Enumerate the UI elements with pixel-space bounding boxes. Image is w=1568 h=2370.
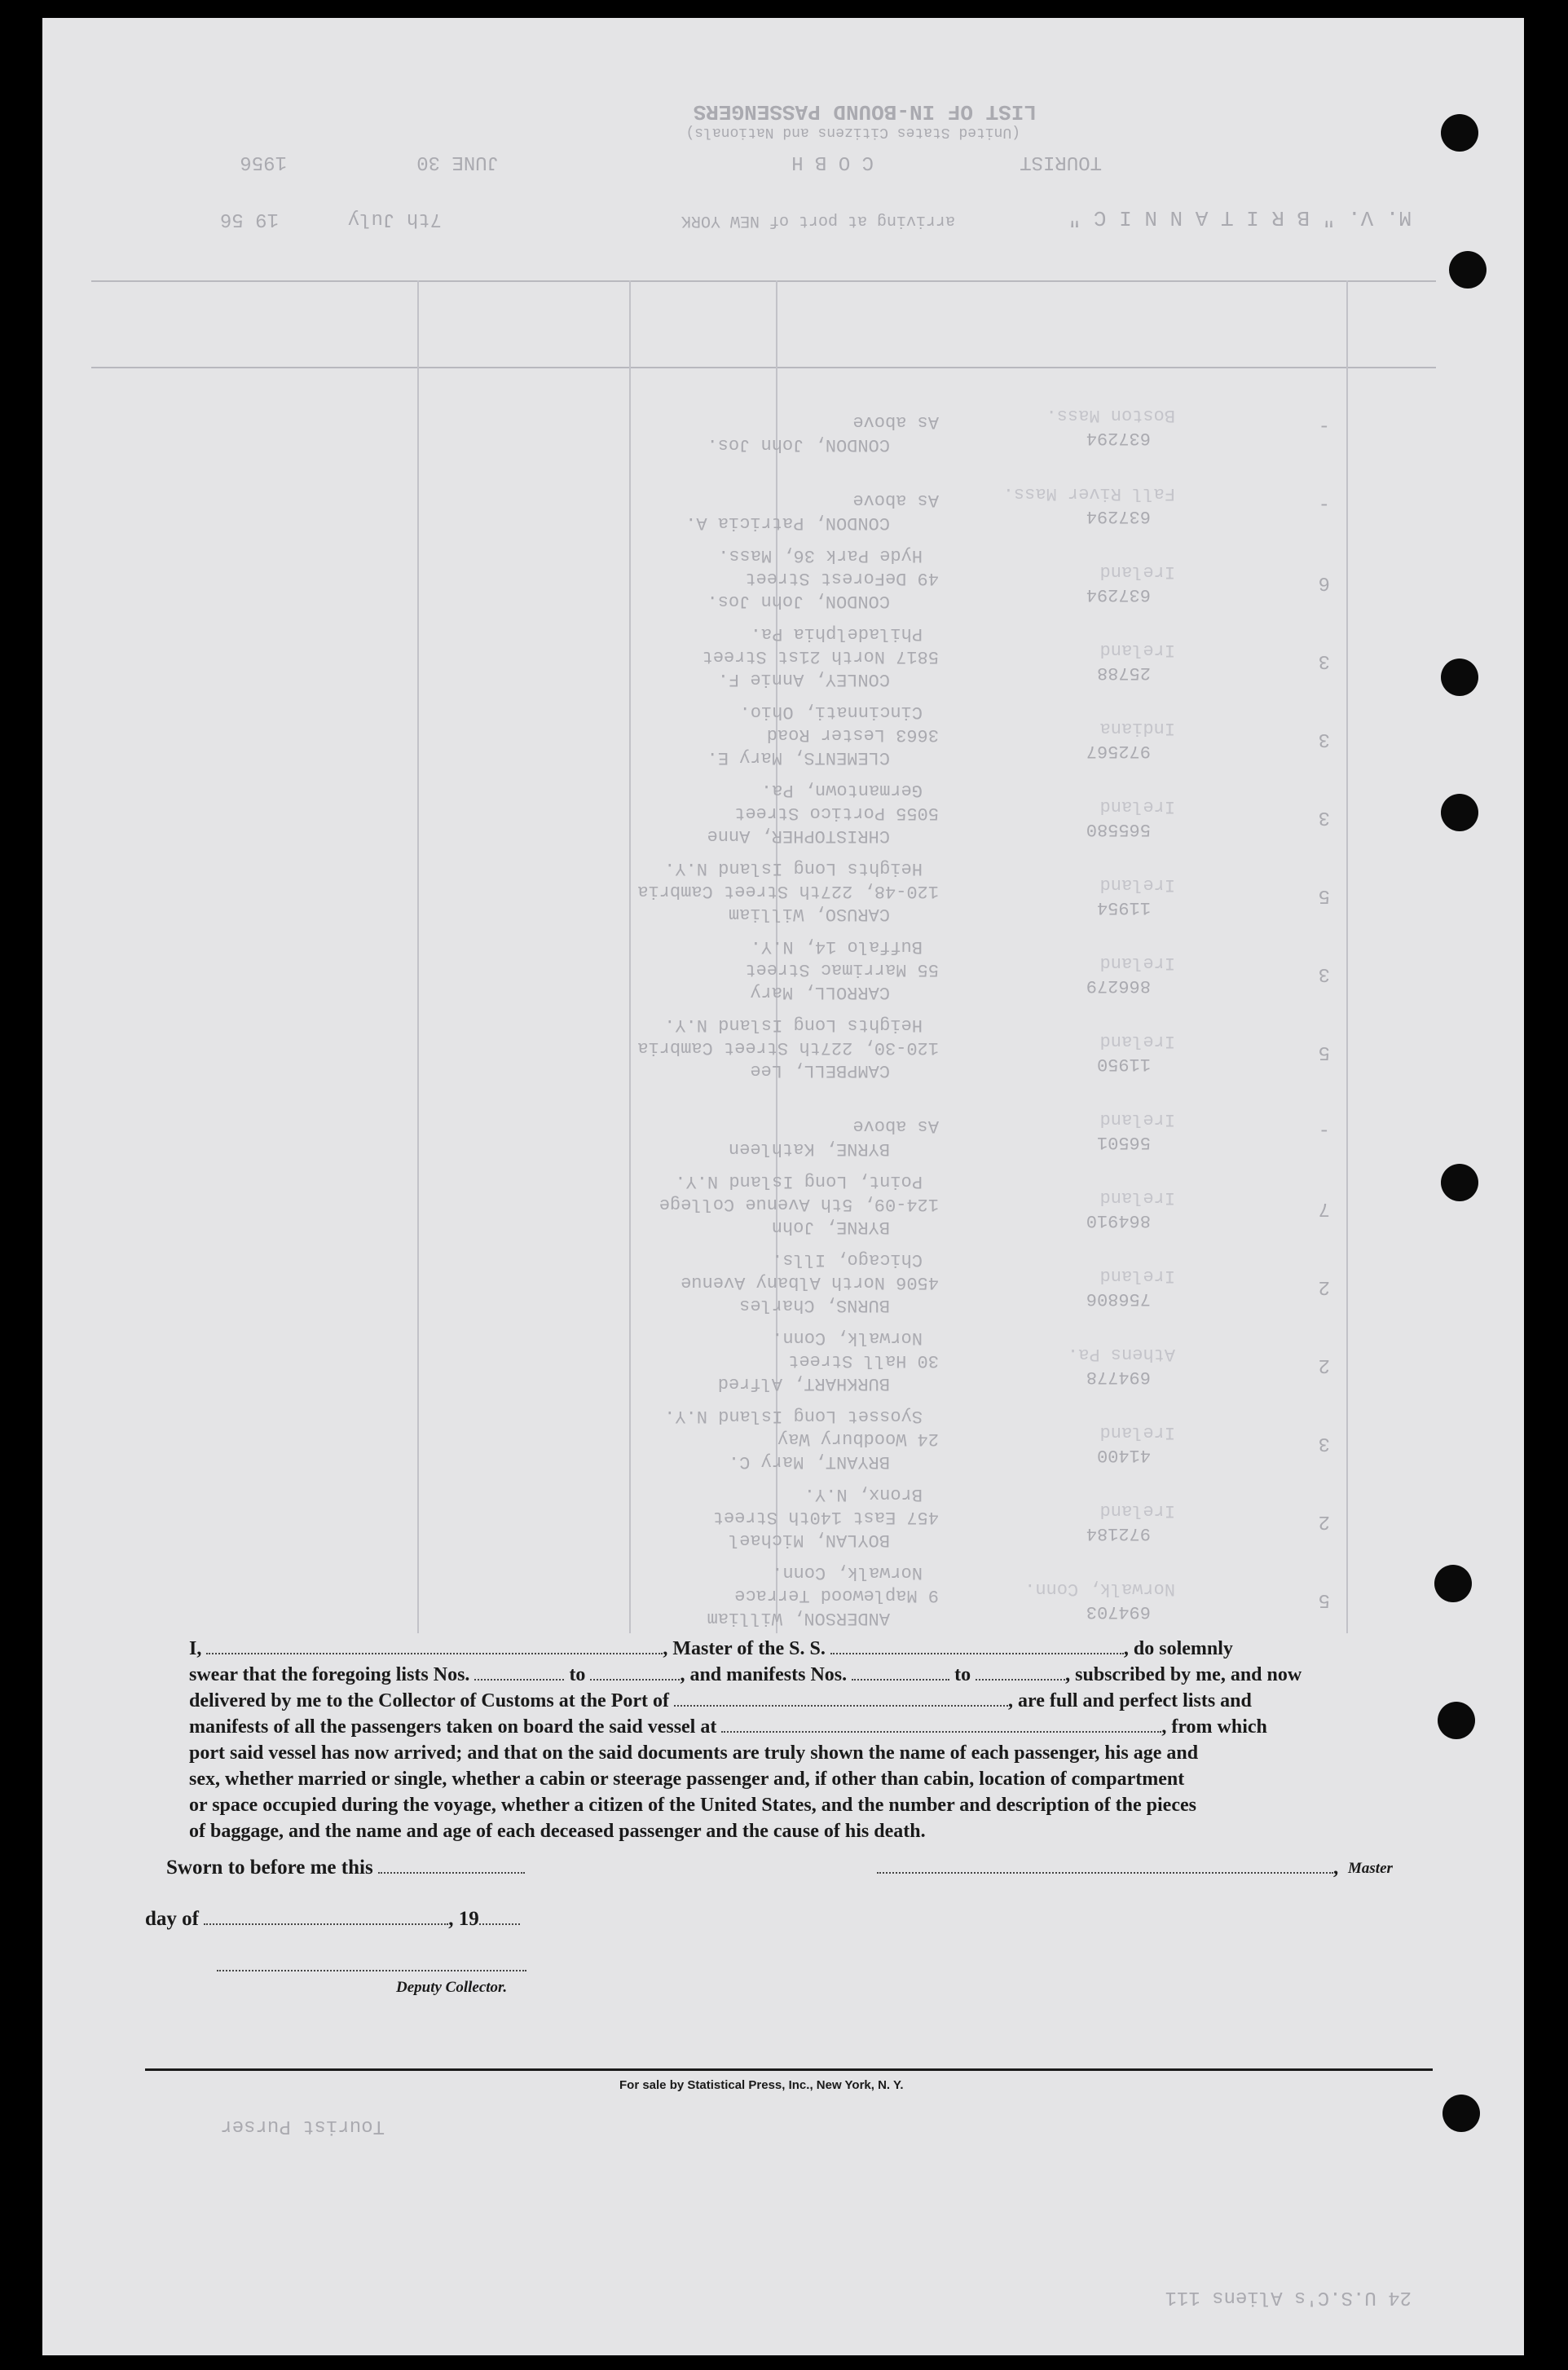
ghost-cell-id: 11954 bbox=[1096, 897, 1151, 918]
cert-line-4 bbox=[189, 1714, 1452, 1740]
ghost-cell-addr2: Chicago, Ills. bbox=[772, 1249, 923, 1270]
cert-from-which: , from which bbox=[1161, 1716, 1267, 1738]
ghost-cell-name: CAMPBELL, Lee bbox=[750, 1060, 890, 1081]
ghost-cell-name: BYRNE, Kathleen bbox=[728, 1139, 890, 1159]
ghost-cell-name: CHRISTOPHER, Anne bbox=[707, 826, 890, 846]
ghost-cell-addr1: 5817 North 21st Street bbox=[702, 646, 939, 667]
ghost-port-from: C O B H bbox=[791, 151, 874, 173]
ghost-cell-code: 5 bbox=[1318, 1041, 1330, 1063]
ghost-cell-id: 637294 bbox=[1086, 428, 1151, 448]
oath-year-blank[interactable] bbox=[479, 1907, 520, 1925]
ghost-cell-id: 694778 bbox=[1086, 1367, 1151, 1387]
manifests-to-blank[interactable] bbox=[976, 1663, 1065, 1681]
ghost-cell-addr1: As above bbox=[852, 490, 939, 510]
ghost-cell-addr2: Norwalk, Conn. bbox=[772, 1328, 923, 1348]
punch-hole-3 bbox=[1441, 659, 1478, 696]
ghost-cell-name: CONDON, John Jos. bbox=[707, 434, 890, 455]
ghost-class: TOURIST bbox=[1020, 151, 1102, 173]
ghost-cell-name: CONLEY, Annie F. bbox=[717, 669, 890, 689]
ghost-cell-code: 2 bbox=[1318, 1354, 1330, 1376]
ghost-cell-id: 637294 bbox=[1086, 584, 1151, 605]
master-name-blank[interactable] bbox=[206, 1637, 663, 1654]
ghost-cell-name: ANDERSON, William bbox=[707, 1608, 890, 1628]
ghost-cell-code: 3 bbox=[1318, 806, 1330, 828]
ghost-cell-addr2: Cincinnati, Ohio. bbox=[739, 702, 923, 722]
footer-rule bbox=[145, 2068, 1433, 2071]
ghost-passenger-list bbox=[499, 377, 1395, 1632]
ghost-cell-name: BURNS, Charles bbox=[739, 1295, 890, 1315]
cert-line-6: sex, whether married or single, whether a cabin or steerage passenger and, if other than cabin, location of compartment bbox=[189, 1769, 1185, 1790]
ghost-cell-name: BYRNE, John bbox=[771, 1217, 890, 1237]
ghost-cell-addr2: Hyde Park 36, Mass. bbox=[718, 545, 923, 566]
ghost-cell-addr2: Norwalk, Conn. bbox=[772, 1562, 923, 1583]
sworn-label: Sworn to before me this bbox=[166, 1857, 373, 1879]
cert-line-1 bbox=[189, 1636, 1452, 1662]
ghost-cell-addr1: 3663 Lester Road bbox=[766, 725, 939, 745]
ghost-cell-addr1: 120-30, 227th Street Cambria bbox=[637, 1037, 939, 1058]
deputy-label: Deputy Collector. bbox=[396, 1979, 508, 1996]
manifests-from-blank[interactable] bbox=[852, 1663, 949, 1681]
ghost-cell-code: 2 bbox=[1318, 1275, 1330, 1297]
ghost-cell-addr1: 55 Marrimac Street bbox=[745, 959, 939, 980]
ghost-cell-id: 972567 bbox=[1086, 741, 1151, 761]
printer-credit: For sale by Statistical Press, Inc., New York, N. Y. bbox=[619, 2078, 904, 2092]
cert-delivered: delivered by me to the Collector of Customs at the Port of bbox=[189, 1690, 669, 1711]
ghost-cell-id: 25788 bbox=[1096, 663, 1151, 683]
punch-hole-1 bbox=[1441, 114, 1478, 152]
cert-i: I, bbox=[189, 1638, 202, 1659]
ghost-cell-name: BURKHART, Alfred bbox=[717, 1373, 890, 1394]
day-of-label: day of bbox=[145, 1908, 199, 1930]
cert-line-3 bbox=[189, 1688, 1452, 1714]
manifest-page bbox=[42, 18, 1524, 2355]
ghost-cell-id: 11950 bbox=[1096, 1054, 1151, 1074]
ghost-cell-place: Athens Pa. bbox=[1067, 1344, 1175, 1364]
ghost-arrival-date: 7th July bbox=[347, 208, 442, 230]
punch-hole-7 bbox=[1438, 1702, 1475, 1739]
ghost-cell-addr2: Germantown, Pa. bbox=[760, 780, 923, 800]
deputy-sign-line bbox=[217, 1954, 526, 1977]
embark-port-blank[interactable] bbox=[721, 1715, 1161, 1733]
ghost-cell-code: 3 bbox=[1318, 1432, 1330, 1454]
oath-year: 19 bbox=[458, 1908, 479, 1930]
ghost-cell-name: CARROLL, Mary bbox=[750, 982, 890, 1002]
master-signature-blank[interactable] bbox=[877, 1856, 1333, 1874]
ghost-cell-place: Ireland bbox=[1099, 1422, 1175, 1443]
ghost-vessel: M. V. " B R I T A N N I C " bbox=[1068, 205, 1412, 230]
ghost-cell-id: 866279 bbox=[1086, 976, 1151, 996]
ghost-cell-place: Boston Mass. bbox=[1046, 405, 1175, 425]
ghost-cell-name: BRYANT, Mary C. bbox=[728, 1452, 890, 1472]
ghost-year: 1956 bbox=[240, 151, 287, 173]
punch-hole-6 bbox=[1434, 1565, 1472, 1602]
cert-line-2 bbox=[189, 1662, 1452, 1688]
ghost-cell-addr2: Buffalo 14, N.Y. bbox=[750, 936, 923, 957]
master-sign-row: , bbox=[877, 1856, 1338, 1879]
ghost-cell-place: Ireland bbox=[1099, 953, 1175, 973]
table-top-rule bbox=[91, 280, 1436, 282]
day-of-blank[interactable] bbox=[204, 1907, 448, 1925]
cert-solemnly: , do solemnly bbox=[1123, 1638, 1233, 1659]
port-blank[interactable] bbox=[674, 1689, 1008, 1707]
table-header-rule bbox=[91, 367, 1436, 368]
ghost-header bbox=[189, 67, 1460, 262]
ghost-cell-addr1: 9 Maplewood Terrace bbox=[734, 1585, 939, 1606]
ghost-cell-code: - bbox=[1318, 1119, 1330, 1141]
ghost-cell-code: 7 bbox=[1318, 1197, 1330, 1219]
cert-lists-nos: swear that the foregoing lists Nos. bbox=[189, 1664, 470, 1685]
punch-hole-5 bbox=[1441, 1164, 1478, 1201]
ghost-cell-addr1: As above bbox=[852, 1116, 939, 1136]
ghost-cell-id: 637294 bbox=[1086, 506, 1151, 526]
sworn-row bbox=[166, 1856, 525, 1879]
ghost-arriving: arriving at port of NEW YORK bbox=[680, 211, 955, 230]
ghost-cell-name: CONDON, Patricia A. bbox=[685, 513, 890, 533]
ghost-cell-place: Ireland bbox=[1099, 1187, 1175, 1208]
ghost-cell-addr2: Syosset Long Island N.Y. bbox=[664, 1406, 923, 1426]
ghost-cell-addr2: Point, Long Island N.Y. bbox=[675, 1171, 923, 1192]
ghost-cell-code: - bbox=[1318, 415, 1330, 437]
ghost-cell-code: 3 bbox=[1318, 728, 1330, 750]
master-label: Master bbox=[1348, 1860, 1393, 1877]
cert-subscribed: , subscribed by me, and now bbox=[1065, 1664, 1302, 1685]
ghost-cell-name: CLEMENTS, Mary E. bbox=[707, 747, 890, 768]
day-of-row: day of , 19 bbox=[145, 1907, 520, 1931]
ghost-cell-id: 756806 bbox=[1086, 1289, 1151, 1309]
ghost-cell-id: 565580 bbox=[1086, 819, 1151, 839]
oath-certificate bbox=[189, 1636, 1452, 1844]
ghost-cell-place: Ireland bbox=[1099, 1500, 1175, 1521]
ghost-cell-id: 56501 bbox=[1096, 1132, 1151, 1152]
cert-line-7: or space occupied during the voyage, whether a citizen of the United States, and the number and description of the pieces bbox=[189, 1795, 1196, 1816]
ghost-cell-addr1: As above bbox=[852, 412, 939, 432]
deputy-signature-blank[interactable] bbox=[217, 1954, 526, 1971]
ghost-cell-addr2: Bronx, N.Y. bbox=[804, 1484, 923, 1504]
ghost-cell-place: Ireland bbox=[1099, 1109, 1175, 1130]
ghost-cell-place: Ireland bbox=[1099, 562, 1175, 582]
ghost-tourist-purser: Tourist Purser bbox=[220, 2115, 385, 2137]
punch-hole-2 bbox=[1449, 251, 1487, 289]
sworn-date-blank[interactable] bbox=[378, 1856, 525, 1874]
ghost-cell-id: 864910 bbox=[1086, 1210, 1151, 1231]
ghost-cell-addr1: 30 Hall Street bbox=[788, 1350, 939, 1371]
ghost-cell-code: - bbox=[1318, 493, 1330, 515]
ghost-cell-code: 6 bbox=[1318, 571, 1330, 593]
ghost-cell-place: Ireland bbox=[1099, 874, 1175, 895]
ghost-cell-name: CONDON, John Jos. bbox=[707, 591, 890, 611]
ghost-date: JUNE 30 bbox=[416, 151, 499, 173]
ghost-cell-place: Indiana bbox=[1099, 718, 1175, 738]
ghost-cell-addr1: 4506 North Albany Avenue bbox=[680, 1272, 939, 1293]
ghost-title: LIST OF IN-BOUND PASSENGERS bbox=[693, 99, 1037, 124]
ghost-cell-addr1: 49 DeForest Street bbox=[745, 568, 939, 588]
ghost-cell-id: 41400 bbox=[1096, 1445, 1151, 1465]
ghost-subtitle: (United States Citizens and Nationals) bbox=[685, 124, 1020, 140]
cert-manifests-nos: , and manifests Nos. bbox=[680, 1664, 848, 1685]
ghost-cell-place: Fall River Mass. bbox=[1002, 483, 1175, 504]
ghost-cell-code: 5 bbox=[1318, 884, 1330, 906]
cert-to-1: to bbox=[569, 1664, 586, 1685]
col-rule-1 bbox=[417, 280, 419, 1633]
cert-full-perfect: , are full and perfect lists and bbox=[1007, 1690, 1252, 1711]
ship-name-blank[interactable] bbox=[830, 1637, 1124, 1654]
ghost-cell-name: CARUSO, William bbox=[728, 904, 890, 924]
ghost-cell-addr1: 457 East 140th Street bbox=[712, 1507, 939, 1527]
ghost-cell-code: 2 bbox=[1318, 1510, 1330, 1532]
ghost-arrival-year: 19 56 bbox=[219, 208, 279, 230]
cert-to-2: to bbox=[954, 1664, 971, 1685]
lists-to-blank[interactable] bbox=[590, 1663, 680, 1681]
ghost-cell-addr2: Heights Long Island N.Y. bbox=[664, 1015, 923, 1035]
ghost-cell-addr1: 5055 Portico Street bbox=[734, 803, 939, 823]
ghost-cell-id: 694703 bbox=[1086, 1601, 1151, 1622]
ghost-cell-place: Norwalk, Conn. bbox=[1024, 1579, 1175, 1599]
cert-line-8: of baggage, and the name and age of each deceased passenger and the cause of his death. bbox=[189, 1821, 926, 1842]
ghost-cell-place: Ireland bbox=[1099, 1031, 1175, 1051]
ghost-cell-addr2: Philadelphia Pa. bbox=[750, 623, 923, 644]
punch-hole-8 bbox=[1442, 2095, 1480, 2132]
ghost-cell-addr2: Heights Long Island N.Y. bbox=[664, 858, 923, 879]
lists-from-blank[interactable] bbox=[474, 1663, 564, 1681]
ghost-cell-code: 3 bbox=[1318, 650, 1330, 672]
ghost-cell-code: 3 bbox=[1318, 963, 1330, 985]
ghost-aliens: 24 U.S.C's Aliens 111 bbox=[1165, 2286, 1412, 2308]
punch-hole-4 bbox=[1441, 794, 1478, 831]
ghost-cell-addr1: 124-09, 5th Avenue College bbox=[658, 1194, 939, 1214]
ghost-cell-name: BOYLAN, Michael bbox=[728, 1530, 890, 1550]
cert-master-of: , Master of the S. S. bbox=[663, 1638, 826, 1659]
ghost-rows bbox=[499, 377, 1395, 1632]
ghost-cell-place: Ireland bbox=[1099, 1266, 1175, 1286]
ghost-cell-addr1: 120-48, 227th Street Cambria bbox=[637, 881, 939, 901]
ghost-cell-place: Ireland bbox=[1099, 640, 1175, 660]
cert-line-5: port said vessel has now arrived; and that on the said documents are truly shown the name of each passenger, his age and bbox=[189, 1742, 1199, 1764]
ghost-lower bbox=[156, 2055, 1412, 2308]
ghost-cell-id: 972184 bbox=[1086, 1523, 1151, 1544]
cert-manifests-all: manifests of all the passengers taken on board the said vessel at bbox=[189, 1716, 717, 1738]
ghost-cell-addr1: 24 Woodbury Way bbox=[777, 1429, 939, 1449]
ghost-cell-place: Ireland bbox=[1099, 796, 1175, 817]
ghost-cell-code: 5 bbox=[1318, 1588, 1330, 1610]
